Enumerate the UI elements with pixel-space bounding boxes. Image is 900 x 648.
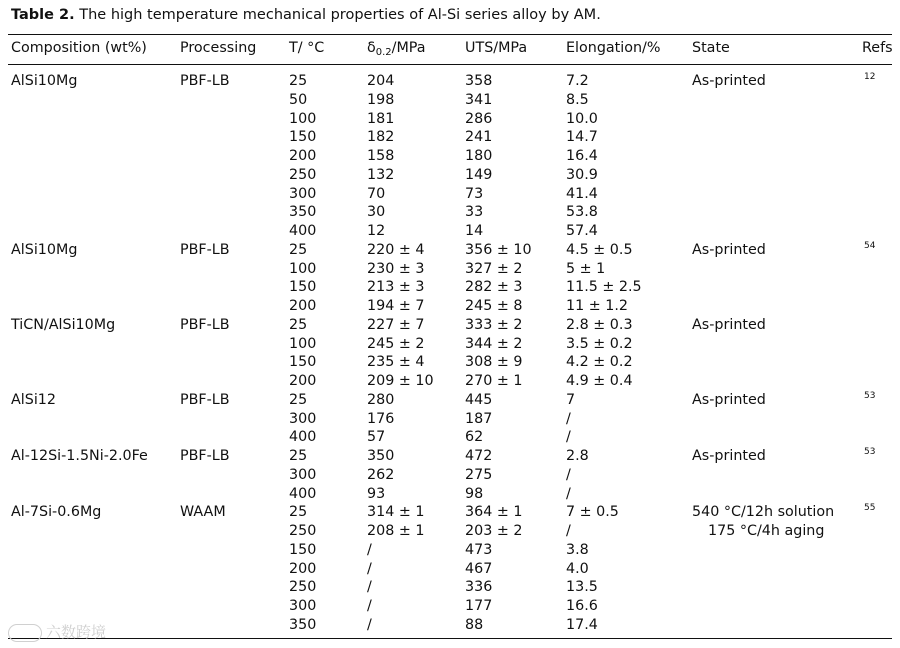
cell-elongation: 3.5 ± 0.2 (566, 335, 633, 352)
table-caption-text: The high temperature mechanical properties of Al-Si series alloy by AM. (79, 7, 601, 23)
cell-ref: 53 (864, 447, 876, 457)
cell-uts: 187 (465, 410, 493, 427)
cell-state: As-printed (692, 448, 766, 464)
cell-uts: 327 ± 2 (465, 260, 523, 277)
cell-uts: 180 (465, 148, 493, 164)
cell-ref: 12 (864, 72, 876, 82)
cell-yield-strength: / (367, 579, 372, 596)
cell-temperature: 25 (289, 448, 308, 464)
cell-temperature: 100 (289, 260, 317, 277)
cell-temperature: 300 (289, 598, 317, 614)
cell-uts: 341 (465, 91, 493, 108)
cell-temperature: 25 (289, 391, 308, 408)
cell-elongation: 14.7 (566, 129, 598, 146)
cell-elongation: 11 ± 1.2 (566, 298, 628, 314)
cell-elongation: / (566, 429, 571, 446)
cell-temperature: 300 (289, 185, 317, 202)
cell-elongation: / (566, 410, 571, 427)
header-yield-subscript: 0.2 (375, 47, 392, 58)
header-refs: Refs (862, 40, 893, 56)
header-elongation: Elongation/% (566, 40, 661, 56)
table-top-rule (8, 34, 892, 35)
cell-temperature: 150 (289, 354, 317, 371)
cell-uts: 203 ± 2 (465, 523, 523, 539)
cell-uts: 88 (465, 616, 484, 633)
cell-temperature: 100 (289, 335, 317, 352)
cell-yield-strength: / (367, 616, 372, 633)
cell-temperature: 150 (289, 129, 317, 146)
cell-yield-strength: 235 ± 4 (367, 354, 425, 371)
cell-yield-strength: 93 (367, 485, 386, 502)
header-yield-symbol: δ (367, 40, 376, 56)
cell-elongation: 4.9 ± 0.4 (566, 373, 633, 389)
cell-elongation: 57.4 (566, 223, 598, 239)
cell-state: 540 °C/12h solution (692, 504, 835, 521)
cell-yield-strength: 213 ± 3 (367, 279, 425, 296)
table-caption (11, 7, 601, 23)
cell-processing: PBF-LB (180, 391, 230, 408)
cell-state: 175 °C/4h aging (708, 523, 825, 539)
cell-yield-strength: 194 ± 7 (367, 298, 425, 314)
cell-temperature: 250 (289, 523, 317, 539)
cell-yield-strength: 176 (367, 410, 395, 427)
cell-uts: 364 ± 1 (465, 504, 523, 521)
cell-yield-strength: 350 (367, 448, 395, 464)
watermark (8, 621, 106, 642)
cell-elongation: 4.5 ± 0.5 (566, 241, 633, 258)
cell-elongation: 7 (566, 391, 576, 408)
header-yield-unit: /MPa (391, 40, 426, 56)
cell-elongation: 5 ± 1 (566, 260, 606, 277)
table-bottom-rule (8, 638, 892, 639)
cell-uts: 245 ± 8 (465, 298, 523, 314)
cell-processing: PBF-LB (180, 73, 230, 89)
cell-uts: 358 (465, 73, 493, 89)
header-yield-strength (367, 40, 426, 58)
cell-yield-strength: 198 (367, 91, 395, 108)
cell-uts: 333 ± 2 (465, 316, 523, 333)
cell-yield-strength: 209 ± 10 (367, 373, 434, 389)
cell-yield-strength: / (367, 560, 372, 577)
cell-temperature: 400 (289, 429, 317, 446)
cell-yield-strength: 314 ± 1 (367, 504, 425, 521)
cell-temperature: 400 (289, 485, 317, 502)
cell-uts: 33 (465, 204, 484, 221)
cell-state: As-printed (692, 391, 766, 408)
cell-elongation: 4.0 (566, 560, 589, 577)
cell-composition: AlSi10Mg (11, 73, 78, 89)
cell-processing: WAAM (180, 504, 226, 521)
cell-temperature: 150 (289, 541, 317, 558)
cell-yield-strength: 204 (367, 73, 395, 89)
cell-uts: 467 (465, 560, 493, 577)
cell-state: As-printed (692, 73, 766, 89)
table-header-rule (8, 64, 892, 65)
cell-temperature: 200 (289, 298, 317, 314)
cell-uts: 472 (465, 448, 493, 464)
cell-elongation: 13.5 (566, 579, 598, 596)
cell-uts: 336 (465, 579, 493, 596)
cell-yield-strength: 227 ± 7 (367, 316, 425, 333)
cell-state: As-printed (692, 241, 766, 258)
cell-temperature: 25 (289, 316, 308, 333)
table-caption-label: Table 2. (11, 7, 75, 23)
cell-uts: 275 (465, 466, 493, 483)
cell-elongation: 16.6 (566, 598, 598, 614)
cell-uts: 149 (465, 166, 493, 183)
cell-composition: AlSi10Mg (11, 241, 78, 258)
cell-processing: PBF-LB (180, 316, 230, 333)
cell-elongation: 41.4 (566, 185, 598, 202)
cell-ref: 55 (864, 503, 876, 514)
cell-temperature: 300 (289, 466, 317, 483)
cell-elongation: 10.0 (566, 110, 598, 127)
cell-elongation: 7.2 (566, 73, 589, 89)
cell-elongation: 3.8 (566, 541, 589, 558)
cell-temperature: 25 (289, 241, 308, 258)
cell-yield-strength: 182 (367, 129, 395, 146)
cell-elongation: 7 ± 0.5 (566, 504, 619, 521)
cell-elongation: / (566, 523, 571, 539)
cell-elongation: 8.5 (566, 91, 589, 108)
cell-temperature: 300 (289, 410, 317, 427)
cell-uts: 62 (465, 429, 484, 446)
cell-temperature: 350 (289, 616, 317, 633)
cell-uts: 241 (465, 129, 493, 146)
cell-elongation: / (566, 466, 571, 483)
header-composition: Composition (wt%) (11, 40, 147, 56)
cell-temperature: 25 (289, 73, 308, 89)
cell-yield-strength: 30 (367, 204, 386, 221)
cell-processing: PBF-LB (180, 448, 230, 464)
cell-uts: 344 ± 2 (465, 335, 523, 352)
cell-temperature: 100 (289, 110, 317, 127)
cell-elongation: 11.5 ± 2.5 (566, 279, 642, 296)
cell-elongation: 2.8 ± 0.3 (566, 316, 633, 333)
cell-temperature: 400 (289, 223, 317, 239)
cell-temperature: 200 (289, 560, 317, 577)
cell-uts: 286 (465, 110, 493, 127)
cell-elongation: 16.4 (566, 148, 598, 164)
cell-ref: 54 (864, 240, 876, 251)
cell-yield-strength: / (367, 541, 372, 558)
cell-temperature: 25 (289, 504, 308, 521)
cell-uts: 14 (465, 223, 484, 239)
cell-state: As-printed (692, 316, 766, 333)
cell-elongation: / (566, 485, 571, 502)
cell-uts: 177 (465, 598, 493, 614)
cell-processing: PBF-LB (180, 241, 230, 258)
cell-elongation: 30.9 (566, 166, 598, 183)
cell-yield-strength: 220 ± 4 (367, 241, 425, 258)
cell-composition: Al-7Si-0.6Mg (11, 504, 102, 521)
cell-temperature: 250 (289, 579, 317, 596)
cell-temperature: 150 (289, 279, 317, 296)
cell-uts: 270 ± 1 (465, 373, 523, 389)
cell-temperature: 200 (289, 373, 317, 389)
cell-elongation: 17.4 (566, 616, 598, 633)
cell-yield-strength: 132 (367, 166, 395, 183)
cell-yield-strength: 230 ± 3 (367, 260, 425, 277)
cell-composition: AlSi12 (11, 391, 56, 408)
cell-uts: 282 ± 3 (465, 279, 523, 296)
cell-temperature: 250 (289, 166, 317, 183)
cell-uts: 445 (465, 391, 493, 408)
cell-yield-strength: 12 (367, 223, 386, 239)
cell-ref: 53 (864, 390, 876, 401)
cell-elongation: 53.8 (566, 204, 598, 221)
cell-elongation: 4.2 ± 0.2 (566, 354, 633, 371)
cell-yield-strength: / (367, 598, 372, 614)
cell-yield-strength: 181 (367, 110, 395, 127)
cell-temperature: 350 (289, 204, 317, 221)
cell-yield-strength: 245 ± 2 (367, 335, 425, 352)
cell-yield-strength: 262 (367, 466, 395, 483)
cell-composition: Al-12Si-1.5Ni-2.0Fe (11, 448, 148, 464)
cell-yield-strength: 70 (367, 185, 386, 202)
header-processing: Processing (180, 40, 257, 56)
cell-temperature: 200 (289, 148, 317, 164)
cell-yield-strength: 280 (367, 391, 395, 408)
watermark-text: 六数跨境 (46, 623, 107, 641)
cell-temperature: 50 (289, 91, 308, 108)
cell-yield-strength: 57 (367, 429, 386, 446)
cell-uts: 308 ± 9 (465, 354, 523, 371)
cell-yield-strength: 208 ± 1 (367, 523, 425, 539)
cell-uts: 356 ± 10 (465, 241, 532, 258)
cell-uts: 98 (465, 485, 484, 502)
watermark-logo-icon (8, 624, 42, 642)
cell-uts: 473 (465, 541, 493, 558)
cell-composition: TiCN/AlSi10Mg (11, 316, 116, 333)
header-uts: UTS/MPa (465, 40, 528, 56)
header-state: State (692, 40, 730, 56)
cell-yield-strength: 158 (367, 148, 395, 164)
cell-uts: 73 (465, 185, 484, 202)
header-temperature: T/ °C (289, 40, 325, 56)
cell-elongation: 2.8 (566, 448, 589, 464)
